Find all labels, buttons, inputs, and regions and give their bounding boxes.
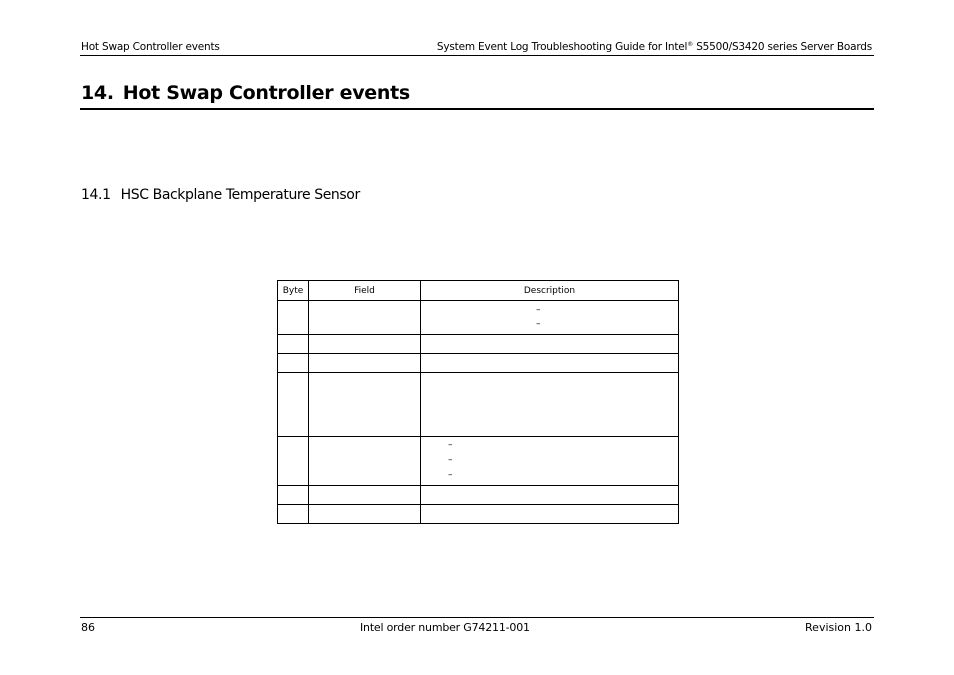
event-table	[277, 280, 679, 524]
header-byte: Byte	[278, 281, 309, 301]
header-title-prefix: System Event Log Troubleshooting Guide for Intel	[436, 41, 688, 53]
running-header-left: Hot Swap Controller events	[81, 41, 220, 53]
footer-rule	[80, 617, 874, 618]
header-description: Description	[421, 281, 679, 301]
dash-mark: –	[448, 440, 453, 450]
dash-mark: –	[448, 470, 453, 480]
section-number: 14.1	[81, 187, 111, 203]
table-row	[278, 373, 679, 437]
header-title-suffix: S5500/S3420 series Server Boards	[693, 41, 872, 53]
description-cell	[421, 437, 679, 486]
revision: Revision 1.0	[805, 621, 872, 634]
dash-mark: –	[448, 455, 453, 465]
chapter-title: Hot Swap Controller events	[122, 82, 410, 104]
table-row	[278, 486, 679, 505]
table-header-row	[278, 281, 679, 301]
section-heading	[81, 187, 360, 203]
dash-mark: –	[536, 319, 541, 329]
dash-mark: –	[536, 305, 541, 315]
section-title: HSC Backplane Temperature Sensor	[120, 187, 360, 203]
chapter-heading	[81, 82, 410, 104]
order-number: Intel order number G74211-001	[360, 621, 530, 634]
header-rule	[80, 55, 874, 56]
table-row	[278, 335, 679, 354]
table-row	[278, 437, 679, 486]
registered-mark: ®	[687, 41, 694, 48]
header-field: Field	[309, 281, 421, 301]
page-number: 86	[81, 621, 95, 634]
description-cell	[421, 301, 679, 335]
chapter-number: 14.	[81, 82, 114, 104]
table-row	[278, 505, 679, 524]
chapter-rule	[80, 108, 874, 110]
running-header-right	[437, 41, 872, 53]
table-row	[278, 301, 679, 335]
table-row	[278, 354, 679, 373]
